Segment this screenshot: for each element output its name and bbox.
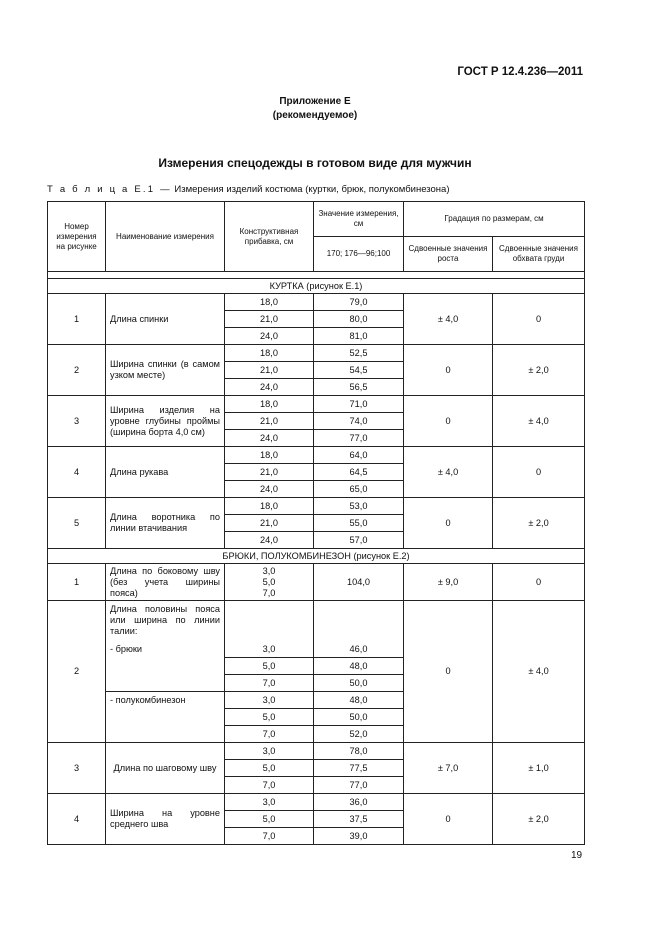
allowance-cell: 21,0	[225, 413, 314, 430]
measurements-table	[47, 201, 585, 845]
value-cell: 80,0	[314, 311, 404, 328]
section-row	[48, 279, 585, 294]
value-cell: 50,0	[314, 709, 404, 726]
value-cell: 46,0	[314, 641, 404, 658]
allowance-cell: 5,0	[225, 811, 314, 828]
row-name: Ширина изделия на уровне глубины проймы (ширина борта 4,0 см)	[106, 396, 225, 447]
row-name: Ширина спинки (в самом узком месте)	[106, 345, 225, 396]
row-num: 3	[48, 396, 106, 447]
allowance-cell	[225, 564, 314, 601]
table-row	[48, 794, 585, 811]
row-num: 2	[48, 345, 106, 396]
value-cell: 57,0	[314, 532, 404, 549]
value-cell: 78,0	[314, 743, 404, 760]
row-subname: - брюки	[106, 641, 225, 692]
grad-height-cell: 0	[404, 601, 493, 743]
table-row	[48, 498, 585, 515]
grad-height-cell: ± 7,0	[404, 743, 493, 794]
allowance-cell: 21,0	[225, 515, 314, 532]
row-name: Длина половины пояса или ширина по линии талии:	[106, 601, 225, 642]
header-allowance: Конструктивная прибавка, см	[225, 202, 314, 272]
header-value-sub: 170; 176—96;100	[314, 237, 404, 272]
header-gradation: Градация по размерам, см	[404, 202, 585, 237]
header-grad-height: Сдвоенные значения роста	[404, 237, 493, 272]
table-row	[48, 564, 585, 601]
allowance-cell: 5,0	[225, 658, 314, 675]
value-cell-empty	[314, 601, 404, 642]
row-num: 1	[48, 294, 106, 345]
value-cell: 77,0	[314, 777, 404, 794]
grad-height-cell: ± 4,0	[404, 294, 493, 345]
table-row	[48, 345, 585, 362]
allowance-cell: 21,0	[225, 311, 314, 328]
value-cell: 48,0	[314, 658, 404, 675]
row-num: 5	[48, 498, 106, 549]
section-jacket: КУРТКА (рисунок Е.1)	[48, 279, 585, 294]
row-num: 4	[48, 794, 106, 845]
value-cell: 54,5	[314, 362, 404, 379]
grad-chest-cell: 0	[493, 294, 585, 345]
allowance-cell: 7,0	[225, 777, 314, 794]
appendix-heading	[0, 95, 630, 123]
grad-chest-cell: 0	[493, 447, 585, 498]
value-cell: 36,0	[314, 794, 404, 811]
grad-height-cell: 0	[404, 345, 493, 396]
value-cell: 48,0	[314, 692, 404, 709]
allowance-cell-empty	[225, 601, 314, 642]
allowance-cell: 5,0	[225, 709, 314, 726]
row-subname: - полукомбинезон	[106, 692, 225, 743]
value-cell: 71,0	[314, 396, 404, 413]
table-row	[48, 743, 585, 760]
value-cell: 50,0	[314, 675, 404, 692]
row-name: Длина по шаговому шву	[106, 743, 225, 794]
table-caption-text: Измерения изделий костюма (куртки, брюк, полукомбинезона)	[174, 184, 450, 195]
appendix-label: Приложение Е	[279, 96, 351, 107]
appendix-status: (рекомендуемое)	[272, 110, 358, 121]
value-cell: 56,5	[314, 379, 404, 396]
allowance-cell: 3,0	[225, 641, 314, 658]
grad-chest-cell: 0	[493, 564, 585, 601]
grad-chest-cell: ± 2,0	[493, 498, 585, 549]
allowance-cell: 18,0	[225, 345, 314, 362]
row-num: 1	[48, 564, 106, 601]
grad-height-cell: ± 4,0	[404, 447, 493, 498]
allowance-value: 7,0	[262, 587, 276, 598]
allowance-cell: 24,0	[225, 430, 314, 447]
allowance-cell: 7,0	[225, 726, 314, 743]
value-cell: 55,0	[314, 515, 404, 532]
grad-height-cell: 0	[404, 498, 493, 549]
header-spacer	[48, 272, 585, 279]
row-num: 2	[48, 601, 106, 743]
allowance-cell: 18,0	[225, 396, 314, 413]
header-value: Значение измерения, см	[314, 202, 404, 237]
grad-chest-cell: ± 1,0	[493, 743, 585, 794]
table-row	[48, 601, 585, 642]
value-cell: 53,0	[314, 498, 404, 515]
grad-height-cell: 0	[404, 396, 493, 447]
allowance-cell: 3,0	[225, 743, 314, 760]
row-name: Длина по боковому шву (без учета ширины пояса)	[106, 564, 225, 601]
allowance-cell: 18,0	[225, 447, 314, 464]
grad-chest-cell: ± 2,0	[493, 345, 585, 396]
value-cell: 37,5	[314, 811, 404, 828]
table-header-row	[48, 202, 585, 237]
header-grad-chest: Сдвоенные значения обхвата груди	[493, 237, 585, 272]
allowance-cell: 21,0	[225, 464, 314, 481]
value-cell: 64,0	[314, 447, 404, 464]
allowance-cell: 24,0	[225, 328, 314, 345]
table-caption-prefix: Т а б л и ц а Е.1 —	[47, 184, 172, 195]
grad-height-cell: 0	[404, 794, 493, 845]
value-cell: 81,0	[314, 328, 404, 345]
row-num: 3	[48, 743, 106, 794]
value-cell: 77,0	[314, 430, 404, 447]
grad-chest-cell: ± 2,0	[493, 794, 585, 845]
allowance-cell: 24,0	[225, 379, 314, 396]
section-row	[48, 549, 585, 564]
row-name: Ширина на уровне среднего шва	[106, 794, 225, 845]
value-cell: 39,0	[314, 828, 404, 845]
allowance-cell: 7,0	[225, 675, 314, 692]
section-trousers: БРЮКИ, ПОЛУКОМБИНЕЗОН (рисунок Е.2)	[48, 549, 585, 564]
allowance-cell: 7,0	[225, 828, 314, 845]
value-cell: 74,0	[314, 413, 404, 430]
row-num: 4	[48, 447, 106, 498]
grad-height-cell: ± 9,0	[404, 564, 493, 601]
header-name: Наименование измерения	[106, 202, 225, 272]
allowance-value: 5,0	[262, 576, 276, 587]
header-num: Номер измерения на рисунке	[48, 202, 106, 272]
allowance-cell: 21,0	[225, 362, 314, 379]
allowance-cell: 24,0	[225, 532, 314, 549]
grad-chest-cell: ± 4,0	[493, 601, 585, 743]
value-cell: 79,0	[314, 294, 404, 311]
allowance-cell: 5,0	[225, 760, 314, 777]
allowance-cell: 3,0	[225, 794, 314, 811]
allowance-cell: 3,0	[225, 692, 314, 709]
value-cell: 65,0	[314, 481, 404, 498]
page-title: Измерения спецодежды в готовом виде для мужчин	[158, 156, 472, 170]
allowance-cell: 18,0	[225, 498, 314, 515]
row-name: Длина рукава	[106, 447, 225, 498]
value-cell: 64,5	[314, 464, 404, 481]
table-row	[48, 396, 585, 413]
allowance-cell: 18,0	[225, 294, 314, 311]
row-name: Длина спинки	[106, 294, 225, 345]
document-code: ГОСТ Р 12.4.236—2011	[457, 66, 583, 78]
value-cell: 104,0	[314, 564, 404, 601]
row-name: Длина воротника по линии втачивания	[106, 498, 225, 549]
allowance-cell: 24,0	[225, 481, 314, 498]
table-row	[48, 447, 585, 464]
value-cell: 52,0	[314, 726, 404, 743]
page-number: 19	[571, 850, 583, 861]
value-cell: 52,5	[314, 345, 404, 362]
value-cell: 77,5	[314, 760, 404, 777]
table-caption	[47, 184, 450, 195]
table-row	[48, 294, 585, 311]
allowance-value: 3,0	[262, 565, 276, 576]
grad-chest-cell: ± 4,0	[493, 396, 585, 447]
